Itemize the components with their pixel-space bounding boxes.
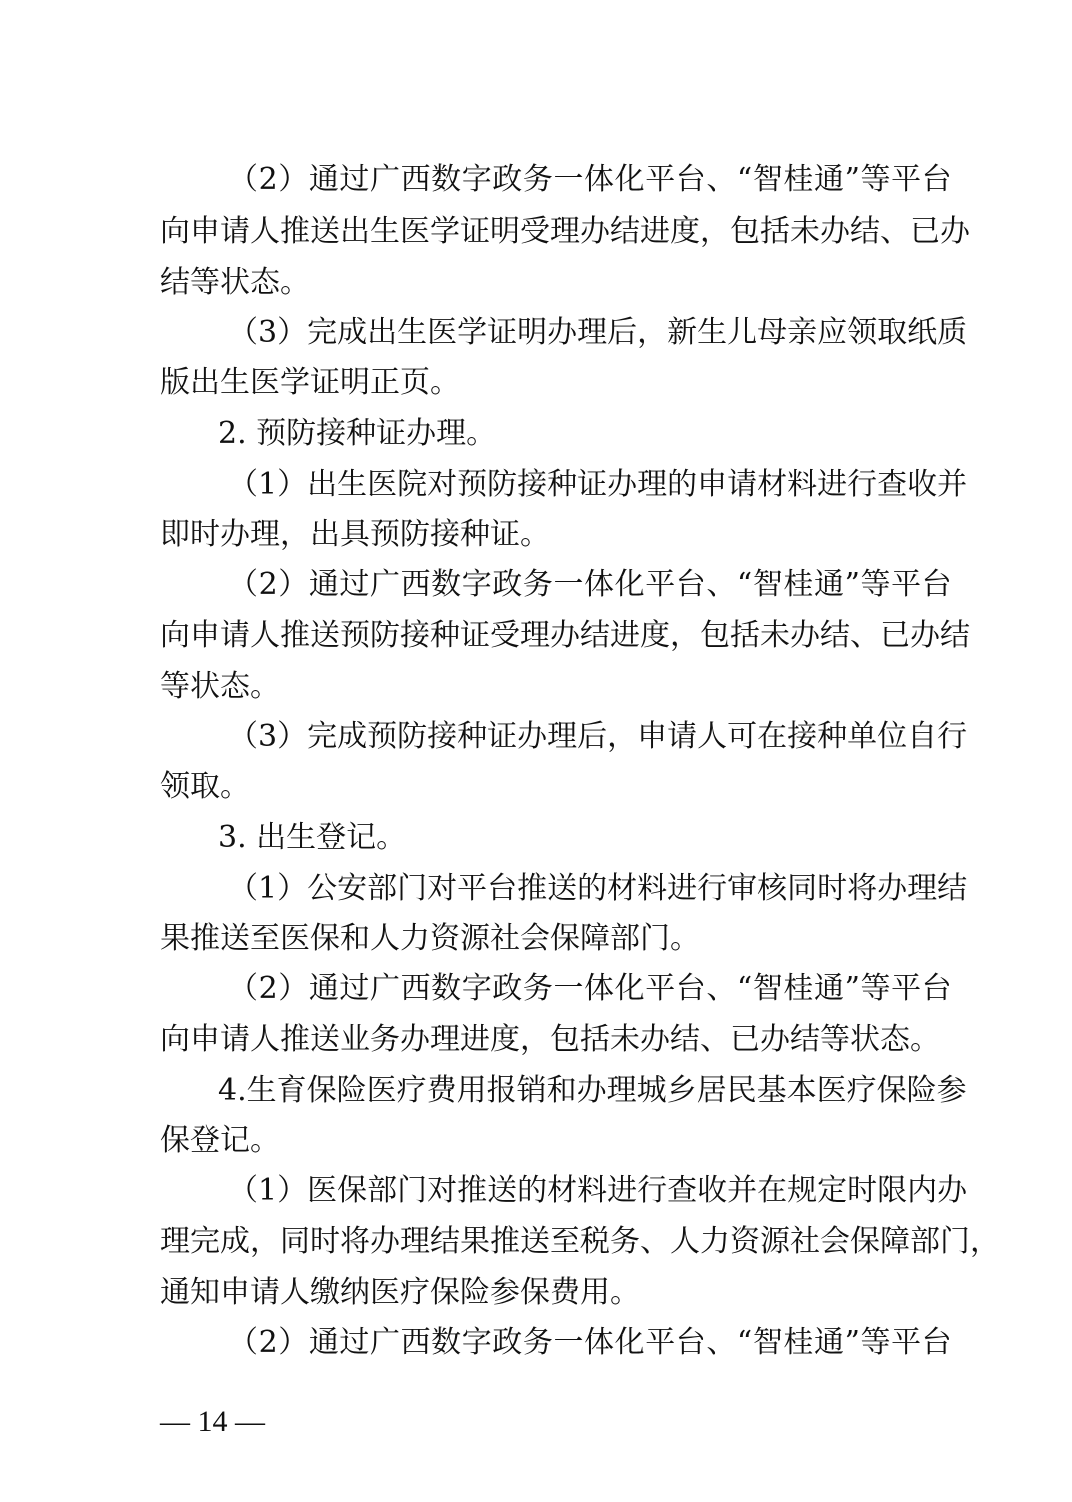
text-line: 向 申 请 人 推 送 业 务 办 理 进 度 ， 包 括 未 办 结 、 已 办 结 等 状 态 。 xyxy=(160,1022,940,1057)
section-heading: 2. 预防接种证办理。 xyxy=(218,416,497,451)
text-line: 即时办理，出具预防接种证。 xyxy=(160,517,550,552)
text-line: 向 申 请 人 推 送 出 生 医 学 证 明 受 理 办 结 进 度 ， 包 括 未 办 结 、 已 办 xyxy=(160,214,970,249)
text-line: （ 3 ） 完 成 出 生 医 学 证 明 办 理 后 ， 新 生 儿 母 亲 应 领 取 纸 质 xyxy=(228,315,968,350)
text-line: 向 申 请 人 推 送 预 防 接 种 证 受 理 办 结 进 度 ， 包 括 未 办 结 、 已 办 结 xyxy=(160,618,970,653)
text-line: （ 2 ） 通 过 广 西 数 字 政 务 一 体 化 平 台 、 “ 智 桂 通 ” 等 平 台 xyxy=(228,162,952,197)
text-line: （ 3 ） 完 成 预 防 接 种 证 办 理 后 ， 申 请 人 可 在 接 种 单 位 自 行 xyxy=(228,719,968,754)
page-number: — 14 — xyxy=(160,1405,265,1438)
text-line: （ 2 ） 通 过 广 西 数 字 政 务 一 体 化 平 台 、 “ 智 桂 通 ” 等 平 台 xyxy=(228,1325,952,1360)
text-line: 通知申请人缴纳医疗保险参保费用。 xyxy=(160,1275,640,1310)
text-line: （ 1 ） 出 生 医 院 对 预 防 接 种 证 办 理 的 申 请 材 料 进 行 查 收 并 xyxy=(228,467,968,502)
text-line: 果推送至医保和人力资源社会保障部门。 xyxy=(160,921,700,956)
section-heading: 4 . 生 育 保 险 医 疗 费 用 报 销 和 办 理 城 乡 居 民 基 本 医 疗 保 险 参 xyxy=(218,1073,967,1108)
text-line: （ 1 ） 医 保 部 门 对 推 送 的 材 料 进 行 查 收 并 在 规 定 时 限 内 办 xyxy=(228,1173,968,1208)
text-line: （ 2 ） 通 过 广 西 数 字 政 务 一 体 化 平 台 、 “ 智 桂 通 ” 等 平 台 xyxy=(228,567,952,602)
text-line: 等状态。 xyxy=(160,669,280,704)
text-line: （ 2 ） 通 过 广 西 数 字 政 务 一 体 化 平 台 、 “ 智 桂 通 ” 等 平 台 xyxy=(228,971,952,1006)
text-line: （ 1 ） 公 安 部 门 对 平 台 推 送 的 材 料 进 行 审 核 同 时 将 办 理 结 xyxy=(228,871,968,906)
text-line: 结等状态。 xyxy=(160,265,310,300)
text-line: 理 完 成 ， 同 时 将 办 理 结 果 推 送 至 税 务 、 人 力 资 源 社 会 保 障 部 门 ， xyxy=(160,1224,1000,1259)
section-heading: 3. 出生登记。 xyxy=(218,820,407,855)
text-line: 版出生医学证明正页。 xyxy=(160,365,460,400)
section-heading-continued: 保登记。 xyxy=(160,1123,280,1158)
text-line: 领取。 xyxy=(160,769,250,804)
